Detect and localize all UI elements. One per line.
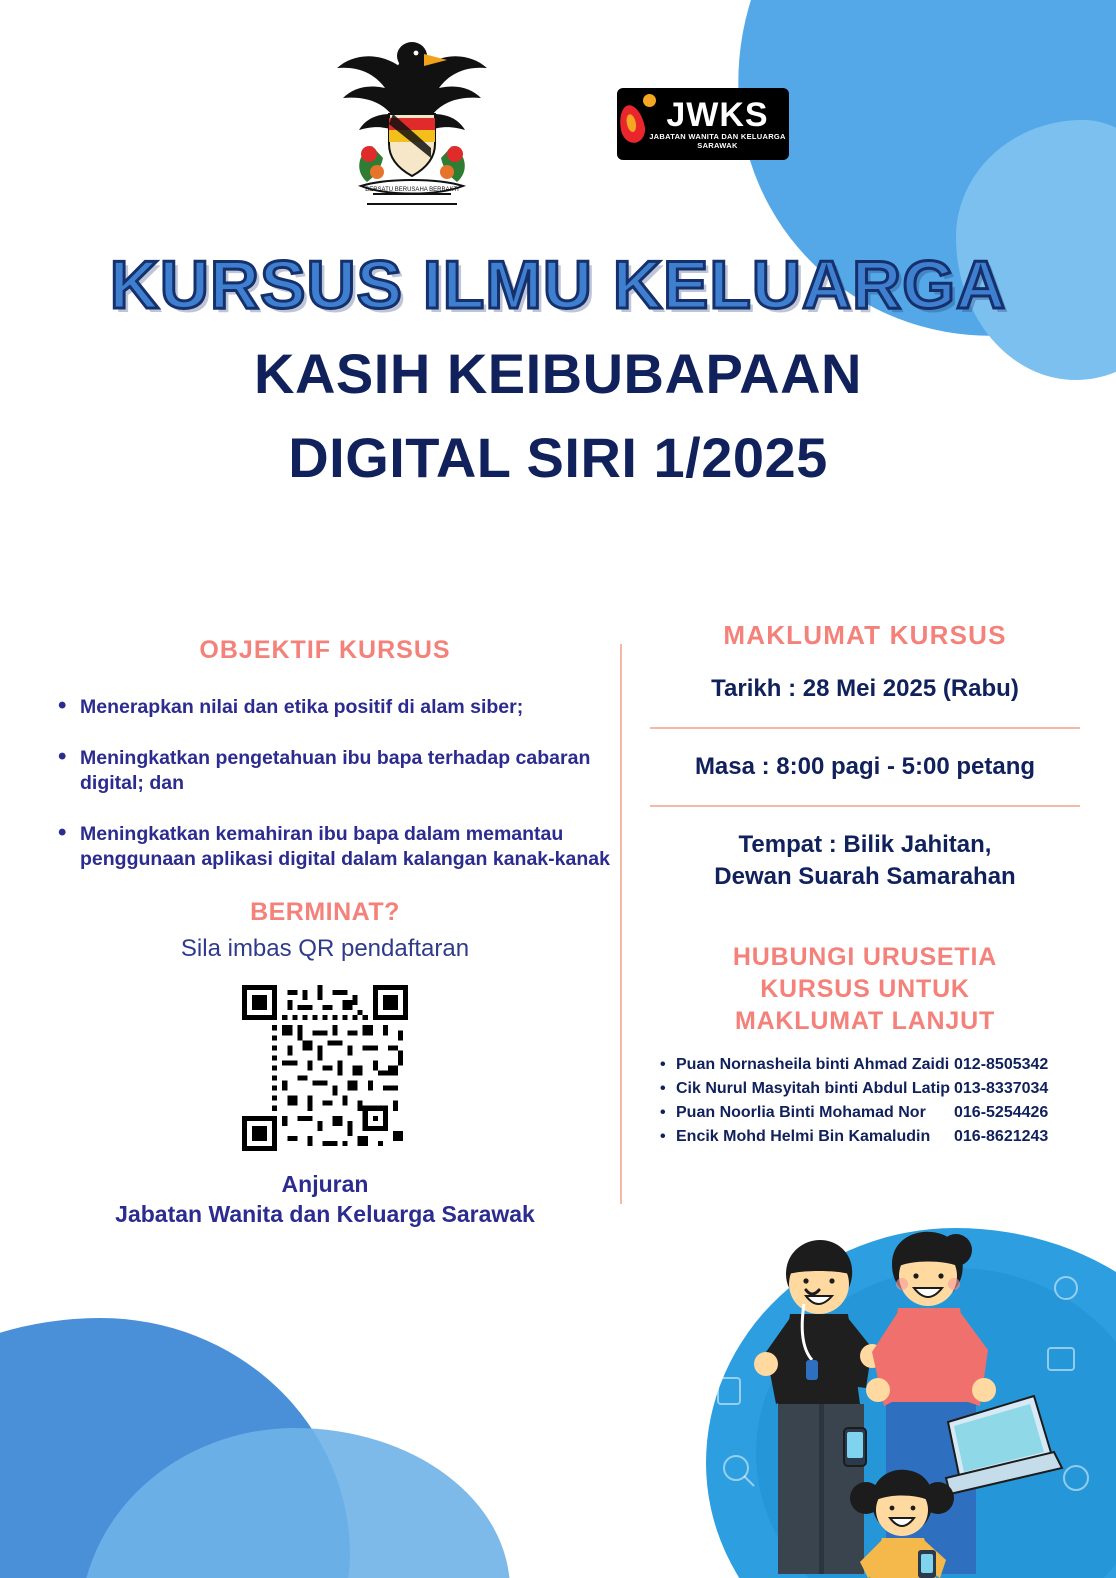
contact-name: Puan Noorlia Binti Mohamad Nor	[676, 1104, 926, 1121]
registration-heading: BERMINAT?	[250, 898, 400, 926]
page-title: KURSUS ILMU KELUARGA	[109, 247, 1007, 323]
contacts-list	[650, 1053, 1080, 1149]
organiser-name: Jabatan Wanita dan Keluarga Sarawak	[115, 1201, 535, 1227]
jwks-logo-main-text: JWKS	[666, 96, 769, 134]
page-subtitle-line1: KASIH KEIBUBAPAAN	[254, 342, 862, 405]
svg-text:BERSATU BERUSAHA BERBAKTI: BERSATU BERUSAHA BERBAKTI	[365, 187, 459, 193]
list-item	[660, 1101, 1080, 1125]
contact-name: Encik Mohd Helmi Bin Kamaludin	[676, 1128, 931, 1145]
column-divider	[620, 644, 622, 1204]
objectives-heading: OBJEKTIF KURSUS	[199, 636, 451, 664]
course-venue-line1: Tempat : Bilik Jahitan,	[738, 831, 992, 858]
list-item: • Menerapkan nilai dan etika positif di alam siber;	[58, 695, 610, 720]
registration-qr-code[interactable]	[242, 985, 408, 1151]
bullet-icon: •	[660, 1056, 666, 1073]
poster-title-block	[0, 246, 1116, 492]
poster-header	[0, 26, 1116, 226]
contact-name: Puan Nornasheila binti Ahmad Zaidi	[676, 1056, 950, 1073]
page-subtitle-line2: DIGITAL SIRI 1/2025	[288, 426, 828, 489]
list-item: • Meningkatkan pengetahuan ibu bapa terhadap cabaran digital; dan	[58, 746, 610, 796]
contacts-heading	[650, 941, 1080, 1037]
contact-phone[interactable]: 016-8621243	[954, 1128, 1049, 1145]
course-info-heading: MAKLUMAT KURSUS	[723, 620, 1007, 650]
family-with-digital-devices-illustration	[686, 1178, 1116, 1578]
course-info-column	[650, 620, 1080, 1149]
course-time: Masa : 8:00 pagi - 5:00 petang	[650, 729, 1080, 807]
bullet-icon: •	[660, 1128, 666, 1145]
objectives-column	[40, 636, 610, 1229]
course-venue	[650, 807, 1080, 915]
organiser-label: Anjuran	[281, 1171, 369, 1197]
contacts-heading-line2: KURSUS UNTUK	[760, 975, 970, 1003]
list-item: • Meningkatkan kemahiran ibu bapa dalam memantau penggunaan aplikasi digital dalam kalangan kanak-kanak	[58, 822, 610, 872]
flame-icon	[617, 103, 648, 145]
jwks-logo	[617, 88, 789, 160]
registration-instruction: Sila imbas QR pendaftaran	[180, 935, 470, 962]
contacts-heading-line1: HUBUNGI URUSETIA	[732, 943, 998, 971]
course-venue-line2: Dewan Suarah Samarahan	[714, 863, 1016, 890]
jwks-logo-sub-text2: SARAWAK	[697, 141, 738, 150]
father-figure	[754, 1240, 884, 1574]
jwks-logo-dot	[643, 94, 656, 107]
bullet-icon: •	[660, 1104, 666, 1121]
sarawak-coat-of-arms-icon	[327, 26, 497, 216]
list-item	[660, 1077, 1080, 1101]
objectives-list	[40, 695, 610, 872]
course-date: Tarikh : 28 Mei 2025 (Rabu)	[650, 651, 1080, 729]
contact-phone[interactable]: 016-5254426	[954, 1104, 1049, 1121]
contacts-heading-line3: MAKLUMAT LANJUT	[734, 1007, 996, 1035]
contact-name: Cik Nurul Masyitah binti Abdul Latip	[676, 1080, 951, 1097]
contact-phone[interactable]: 012-8505342	[954, 1056, 1049, 1073]
bullet-icon: •	[660, 1080, 666, 1097]
contact-phone[interactable]: 013-8337034	[954, 1080, 1049, 1097]
list-item	[660, 1125, 1080, 1149]
list-item	[660, 1053, 1080, 1077]
jwks-logo-sub-text: JABATAN WANITA DAN KELUARGA	[649, 132, 786, 141]
